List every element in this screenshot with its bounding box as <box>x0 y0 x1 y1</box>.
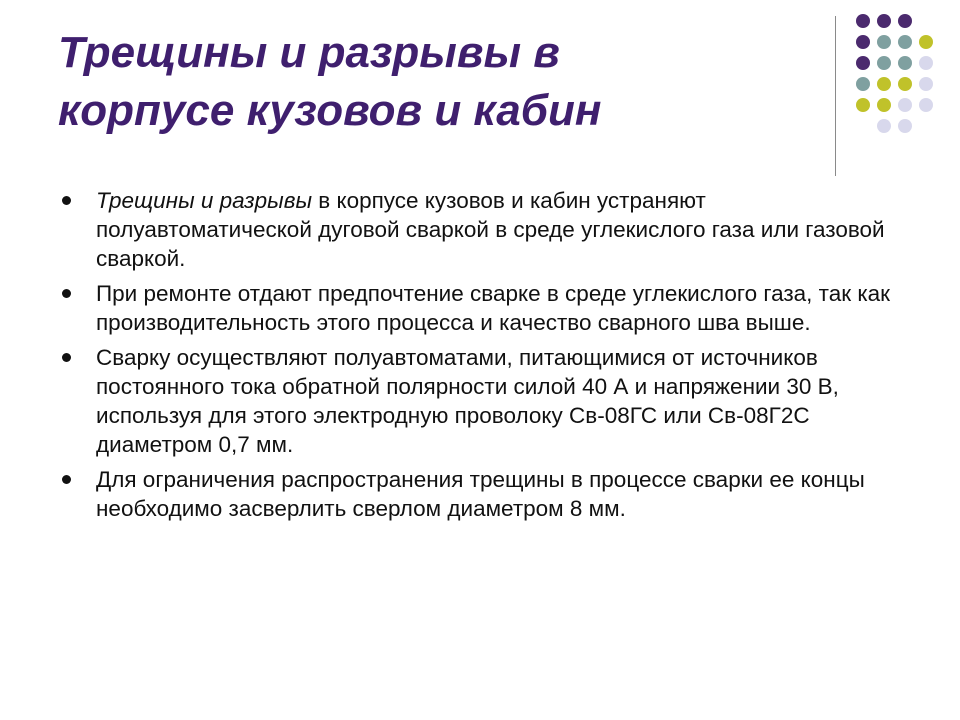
slide-title <box>58 24 798 140</box>
decor-dot-teal <box>877 56 891 70</box>
decor-dot-purple <box>898 14 912 28</box>
decor-dot-lavender <box>877 119 891 133</box>
slide-title-line-1: Трещины и разрывы в <box>58 28 560 77</box>
decor-dot-purple <box>877 14 891 28</box>
decor-dot-olive <box>919 35 933 49</box>
bullet-item-3 <box>62 343 912 459</box>
decor-dot-lavender <box>898 98 912 112</box>
bullet-dot-icon <box>62 353 71 362</box>
decor-dot-olive <box>856 98 870 112</box>
bullet-4-text: Для ограничения распространения трещины в процессе сварки ее концы необходимо засверлить сверлом диаметром 8 мм. <box>96 467 865 521</box>
decor-dot-teal <box>877 35 891 49</box>
bullet-2-text: При ремонте отдают предпочтение сварке в среде углекислого газа, так как производительность этого процесса и качество сварного шва выше. <box>96 281 891 335</box>
vertical-divider <box>835 16 836 176</box>
bullet-item-4 <box>62 465 912 523</box>
decor-dot-lavender <box>919 98 933 112</box>
decor-dot-purple <box>856 14 870 28</box>
decor-dot-teal <box>856 77 870 91</box>
decor-dot-purple <box>856 56 870 70</box>
bullet-3-text: Сварку осуществляют полуавтоматами, питающимися от источников постоянного тока обратной полярности силой 40 А и напряжении 30 В, используя для этого электродную проволоку Св-08ГС или Св-08Г2С диаметром 0,7 мм. <box>96 345 839 457</box>
decor-dot-olive <box>898 77 912 91</box>
decor-dot-lavender <box>898 119 912 133</box>
decor-dot-lavender <box>919 77 933 91</box>
decor-dot-lavender <box>919 56 933 70</box>
bullet-dot-icon <box>62 289 71 298</box>
decor-dot-olive <box>877 98 891 112</box>
bullet-dot-icon <box>62 196 71 205</box>
slide-title-line-2: корпусе кузовов и кабин <box>58 86 602 135</box>
decor-dot-purple <box>856 35 870 49</box>
bullet-item-1 <box>62 186 912 273</box>
decor-dot-teal <box>898 56 912 70</box>
bullet-dot-icon <box>62 475 71 484</box>
decor-dot-olive <box>877 77 891 91</box>
bullet-1-text: в корпусе кузовов и кабин устраняют полуавтоматической дуговой сваркой в среде углекислого газа или газовой сваркой. <box>96 188 885 271</box>
bullet-item-2 <box>62 279 912 337</box>
bullet-list <box>62 186 912 529</box>
decor-dot-teal <box>898 35 912 49</box>
bullet-1-italic-lead: Трещины и разрывы <box>96 188 313 213</box>
